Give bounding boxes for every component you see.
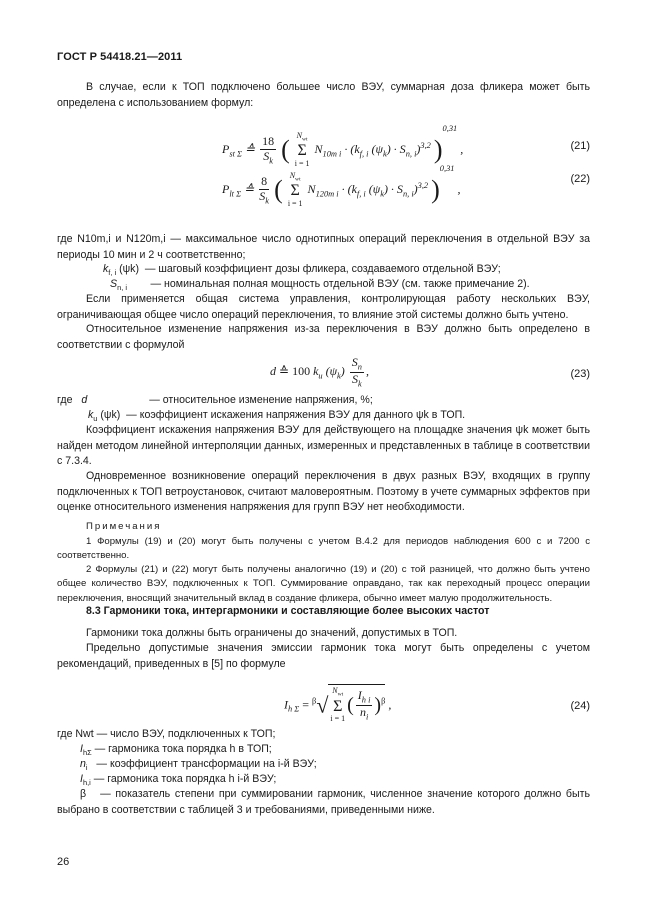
paragraph-interpolation: Коэффициент искажения напряжения ВЭУ для действующего на площадке значения ψk может быть найден методом линейной интерполяции данных, измеренных и представленных в таблице в соответствии с 7.3.4. (57, 424, 590, 468)
equation-23-number: (23) (570, 368, 590, 380)
note-2: 2 Формулы (21) и (22) могут быть получены аналогично (19) и (20) с той разницей, что должно быть учтено общее количество ВЭУ, подключенных к ТОП. Суммирование оправдано, так как переходный процесс операции переключения, вносящий значительный вклад в создание фликера, обычно имеет малую продолжительность. (57, 564, 590, 604)
equation-21: $P_{st \Sigma}$ ≙ $\frac{18}{S_k}$ ( $N_{wt}$ Σ i = 1 $N_{10m i} \cdot (k_{f, i}$ $(\psi_k) \cdot S_{n, i})^{3,2}$ )$^{0,31}$ , (222, 124, 464, 169)
definition-ni: $n_i$ — коэффициент трансформации на i-й ВЭУ; (80, 758, 317, 773)
paragraph-control-system: Если применяется общая система управления, контролирующая работу нескольких ВЭУ, ограничивающая общее число операций переключения, то влияние этой системы должно быть учтено. (57, 293, 590, 321)
paragraph-harmonics-limit: Гармоники тока должны быть ограничены до значений, допустимых в ТОП. (86, 627, 458, 639)
definition-sn: $S_{n, i}$ — номинальная полная мощность отдельной ВЭУ (см. также примечание 2). (110, 278, 530, 293)
definition-ihi: $I_{h,i}$ — гармоника тока порядка h i-й ВЭУ; (80, 773, 277, 788)
definition-beta: β — показатель степени при суммировании гармоник, численное значение которого должно быть выбрано в соответствии с таблицей 3 и требованиями, приведенными ниже. (57, 788, 590, 816)
definition-ihs: $I_{h\Sigma}$ — гармоника тока порядка h в ТОП; (80, 743, 272, 758)
equation-23: d ≙ 100 $k_u$ $(\psi_k)$ $\frac{S_n}{S_k}$ , (270, 355, 369, 389)
definition-ku: $k_u$ (ψk) — коэффициент искажения напряжения ВЭУ для данного ψk в ТОП. (88, 409, 466, 424)
paragraph-simultaneous: Одновременное возникновение операций переключения в двух разных ВЭУ, входящих в группу подключенных к ТОП ветроустановок, считают маловероятным. Поэтому в учете суммарных эффектов при оценке относительного изменения напряжения для групп ВЭУ нет необходимости. (57, 470, 590, 514)
equation-22: $P_{lt \Sigma}$ ≙ $\frac{8}{S_k}$ ( $N_{wt}$ Σ i = 1 $N_{120m i} \cdot (k_{f, i}$ $(\psi_k) \cdot S_{n, i})^{3,2}$ )$^{0,31}$ , (222, 164, 461, 209)
equation-24: $I_{h \Sigma} = ^\beta√$ $N_{wt}$ Σ i = 1 ( $\frac{I_{h i}}{n_i}$ )$^\beta$ , (284, 686, 392, 724)
where-clause-n10: где N10m,i и N120m,i — максимальное число однотипных операций переключения в отдельной ВЭУ за периоды 10 мин и 2 ч соответственно; (57, 233, 590, 261)
equation-21-number: (21) (570, 140, 590, 152)
definition-d: где d — относительное изменение напряжения, %; (57, 394, 373, 406)
document-header: ГОСТ Р 54418.21—2011 (57, 51, 183, 63)
definition-nwt: где Nwt — число ВЭУ, подключенных к ТОП; (57, 728, 276, 740)
page-number: 26 (57, 856, 70, 868)
definition-kf: $k_{f, i}$ (ψk) — шаговый коэффициент дозы фликера, создаваемого отдельной ВЭУ; (103, 263, 501, 278)
section-heading-8-3: 8.3 Гармоники тока, интергармоники и составляющие более высоких частот (86, 605, 490, 617)
note-1: 1 Формулы (19) и (20) могут быть получены с учетом В.4.2 для периодов наблюдения 600 с и 7200 с соответственно. (57, 536, 590, 562)
paragraph-intro: В случае, если к ТОП подключено большее число ВЭУ, суммарная доза фликера может быть определена с использованием формул: (57, 81, 590, 109)
notes-title: Примечания (86, 521, 162, 532)
equation-24-number: (24) (570, 700, 590, 712)
paragraph-voltage-change: Относительное изменение напряжения из-за переключения в ВЭУ должно быть определено в соответствии с формулой (57, 323, 590, 351)
paragraph-emission-limits: Предельно допустимые значения эмиссии гармоник тока могут быть определены с учетом рекомендаций, приведенных в [5] по формуле (57, 642, 590, 670)
equation-22-number: (22) (570, 173, 590, 185)
